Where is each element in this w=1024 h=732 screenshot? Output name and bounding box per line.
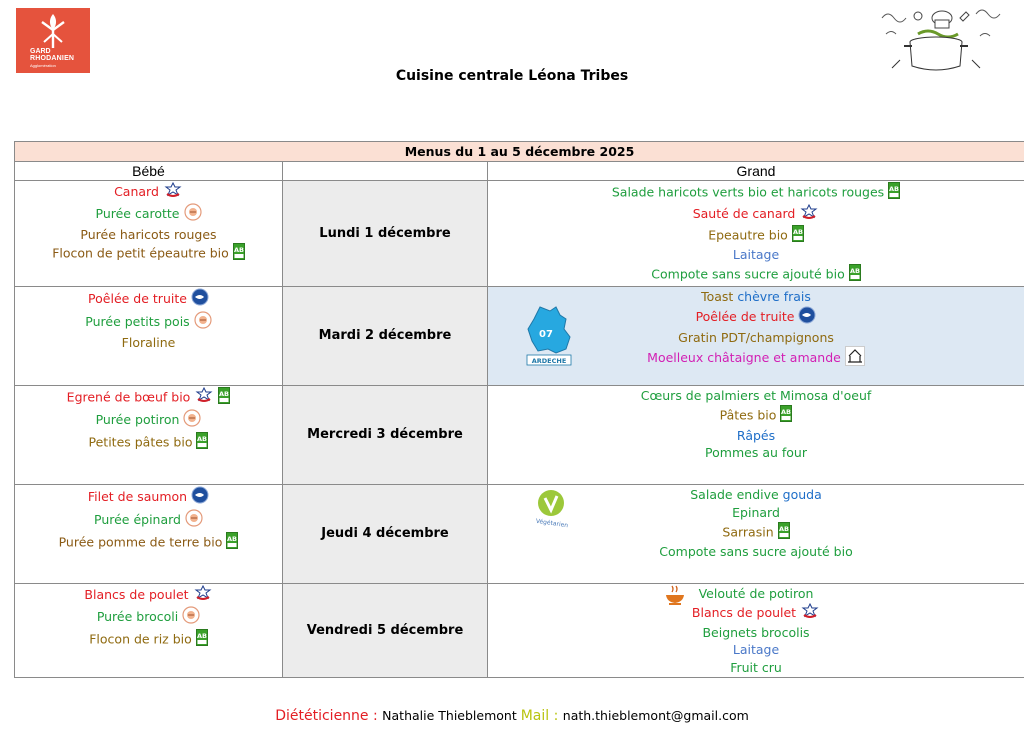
menu-period-header: Menus du 1 au 5 décembre 2025 bbox=[15, 142, 1024, 162]
dish-part: chèvre frais bbox=[737, 288, 811, 304]
baby-menu-cell bbox=[15, 385, 283, 484]
dish-label: Poêlée de truite bbox=[88, 290, 187, 306]
grand-dish bbox=[488, 427, 1024, 445]
baby-menu-cell bbox=[15, 286, 283, 385]
dish-label: Purée carotte bbox=[95, 205, 180, 221]
baby-dish bbox=[15, 509, 282, 532]
svg-text:AB: AB bbox=[849, 267, 860, 276]
grand-dish bbox=[488, 264, 1024, 286]
grand-dish bbox=[488, 182, 1024, 204]
grand-menu-cell bbox=[488, 385, 1024, 484]
dish-label: Pommes au four bbox=[705, 445, 807, 461]
baby-dish bbox=[15, 532, 282, 554]
fait-maison-icon bbox=[183, 409, 201, 432]
vegetarian-badge bbox=[536, 489, 570, 533]
baby-dish bbox=[15, 387, 282, 409]
baby-dish bbox=[15, 629, 282, 651]
dish-label: Sarrasin bbox=[722, 523, 774, 539]
dish-label: Purée épinard bbox=[94, 511, 181, 527]
grand-dish bbox=[488, 444, 1024, 462]
grand-dish bbox=[488, 405, 1024, 427]
dish-label: Pâtes bio bbox=[719, 407, 777, 423]
grand-menu-cell bbox=[488, 181, 1024, 287]
day-label: Lundi 1 décembre bbox=[283, 181, 488, 287]
baby-dish bbox=[15, 311, 282, 334]
ardeche-badge bbox=[526, 305, 574, 371]
baby-dish bbox=[15, 585, 282, 606]
dish-label: Compote sans sucre ajouté bio bbox=[659, 544, 853, 560]
column-header-day bbox=[283, 162, 488, 181]
grand-menu-cell bbox=[488, 583, 1024, 677]
baby-dish bbox=[15, 486, 282, 509]
label-rouge-icon bbox=[163, 182, 183, 203]
ardeche-name: ARDECHE bbox=[531, 356, 567, 365]
grand-dish bbox=[488, 659, 1024, 677]
ab-bio-icon bbox=[196, 432, 208, 454]
dish-label: Gratin PDT/champignons bbox=[678, 329, 834, 345]
dish-part: Salade endive bbox=[690, 486, 783, 502]
day-label: Mercredi 3 décembre bbox=[283, 385, 488, 484]
svg-text:AB: AB bbox=[889, 185, 900, 193]
baby-menu-cell bbox=[15, 583, 283, 677]
baby-dish bbox=[15, 409, 282, 432]
day-row bbox=[15, 484, 1024, 583]
dish-label: Velouté de potiron bbox=[698, 585, 814, 601]
dish-label: Petites pâtes bio bbox=[88, 433, 193, 449]
logo-line3: Agglomération bbox=[30, 63, 56, 68]
ab-bio-icon bbox=[218, 387, 230, 409]
grand-menu-cell bbox=[488, 286, 1024, 385]
svg-text:AB: AB bbox=[227, 534, 238, 543]
logo-line2: RHODANIEN bbox=[30, 55, 75, 62]
label-rouge-icon bbox=[799, 204, 819, 225]
peche-durable-icon bbox=[191, 288, 209, 311]
grand-dish bbox=[488, 543, 1024, 561]
ab-bio-icon bbox=[196, 629, 208, 651]
baby-menu-cell bbox=[15, 181, 283, 287]
grand-dish bbox=[488, 387, 1024, 405]
grand-menu-cell bbox=[488, 484, 1024, 583]
gard-rhodanien-logo bbox=[16, 8, 90, 73]
day-label: Mardi 2 décembre bbox=[283, 286, 488, 385]
svg-text:AB: AB bbox=[196, 631, 207, 640]
dish-label: Purée potiron bbox=[95, 411, 180, 427]
dish-label: Epeautre bio bbox=[708, 227, 788, 242]
grand-dish bbox=[488, 246, 1024, 264]
baby-dish bbox=[15, 288, 282, 311]
ab-bio-icon bbox=[233, 243, 245, 265]
dish-label: Floraline bbox=[121, 334, 176, 350]
day-label: Jeudi 4 décembre bbox=[283, 484, 488, 583]
dish-label: Fruit cru bbox=[730, 660, 782, 676]
day-row bbox=[15, 583, 1024, 677]
dish-label: Sauté de canard bbox=[692, 205, 796, 221]
dish-label: Canard bbox=[114, 183, 159, 199]
grand-dish bbox=[488, 288, 1024, 306]
ardeche-number: 07 bbox=[539, 328, 553, 340]
baby-dish bbox=[15, 226, 282, 244]
vegetarian-label: Végétarien bbox=[536, 517, 569, 529]
ab-bio-icon bbox=[792, 225, 804, 247]
mail-label: Mail : bbox=[520, 708, 563, 724]
dish-label: Purée haricots rouges bbox=[80, 226, 217, 242]
grand-dish bbox=[488, 603, 1024, 624]
document-title: Cuisine centrale Léona Tribes bbox=[395, 68, 629, 84]
column-header-baby: Bébé bbox=[15, 162, 283, 181]
dish-label: Purée petits pois bbox=[85, 313, 190, 329]
dish-label: Flocon de petit épeautre bio bbox=[52, 245, 229, 261]
fait-maison-icon bbox=[185, 509, 203, 532]
ab-bio-icon bbox=[780, 405, 792, 427]
column-header-grand: Grand bbox=[488, 162, 1024, 181]
dish-label: Epinard bbox=[732, 504, 780, 520]
label-rouge-icon bbox=[800, 603, 820, 624]
dish-label: Egrené de bœuf bio bbox=[66, 389, 191, 405]
dish-label: Râpés bbox=[736, 427, 776, 443]
baby-dish bbox=[15, 203, 282, 226]
ab-bio-icon bbox=[778, 522, 790, 544]
dish-label: Flocon de riz bio bbox=[89, 630, 192, 646]
fait-maison-icon bbox=[194, 311, 212, 334]
dish-label: Beignets brocolis bbox=[702, 624, 810, 640]
grand-dish bbox=[488, 624, 1024, 642]
dish-label: Cœurs de palmiers et Mimosa d'oeuf bbox=[640, 387, 872, 403]
label-rouge-icon bbox=[194, 387, 214, 408]
dish-label: Blancs de poulet bbox=[691, 604, 797, 620]
grand-dish bbox=[488, 225, 1024, 247]
baby-dish bbox=[15, 606, 282, 629]
dietitian-label: Diététicienne : bbox=[275, 708, 383, 724]
dish-label: Filet de saumon bbox=[87, 488, 188, 504]
logo-line1: GARD bbox=[30, 48, 51, 55]
ab-bio-icon bbox=[226, 532, 238, 554]
grand-dish bbox=[488, 641, 1024, 659]
dietitian-email[interactable]: nath.thieblemont@gmail.com bbox=[562, 708, 749, 723]
dish-label: Moelleux châtaigne et amande bbox=[647, 350, 841, 366]
svg-text:AB: AB bbox=[233, 246, 244, 255]
baby-dish bbox=[15, 182, 282, 203]
svg-text:AB: AB bbox=[197, 434, 208, 443]
dish-part: Toast bbox=[701, 288, 738, 304]
dish-part: gouda bbox=[782, 486, 822, 502]
svg-text:AB: AB bbox=[792, 227, 803, 236]
dish-label: Purée pomme de terre bio bbox=[58, 533, 223, 549]
dietitian-name: Nathalie Thieblemont bbox=[382, 708, 521, 723]
grand-dish bbox=[488, 585, 1024, 603]
dish-label: Compote sans sucre ajouté bio bbox=[651, 266, 845, 282]
dish-label: Laitage bbox=[732, 642, 780, 658]
footer-contact bbox=[0, 708, 1024, 724]
soup-bowl-icon bbox=[664, 584, 686, 610]
dish-label: Poêlée de truite bbox=[695, 308, 795, 324]
ab-bio-icon bbox=[849, 264, 861, 286]
day-row bbox=[15, 286, 1024, 385]
cooking-pot-illustration bbox=[876, 4, 1006, 76]
baby-dish bbox=[15, 243, 282, 265]
baby-dish bbox=[15, 432, 282, 454]
dish-label: Blancs de poulet bbox=[84, 586, 189, 602]
peche-durable-icon bbox=[798, 306, 816, 329]
day-row bbox=[15, 181, 1024, 287]
baby-dish bbox=[15, 334, 282, 352]
fait-maison-icon bbox=[184, 203, 202, 226]
grand-dish bbox=[488, 204, 1024, 225]
svg-text:AB: AB bbox=[778, 524, 789, 533]
fait-maison-house-icon bbox=[845, 346, 865, 371]
menu-table bbox=[14, 141, 1024, 678]
fait-maison-icon bbox=[182, 606, 200, 629]
label-rouge-icon bbox=[193, 585, 213, 606]
dish-label: Laitage bbox=[732, 247, 780, 263]
svg-text:AB: AB bbox=[219, 389, 230, 398]
baby-menu-cell bbox=[15, 484, 283, 583]
ab-bio-icon bbox=[888, 182, 900, 204]
dish-label: Salade haricots verts bio et haricots rouges bbox=[611, 184, 885, 200]
svg-text:AB: AB bbox=[781, 407, 792, 416]
peche-durable-icon bbox=[191, 486, 209, 509]
day-label: Vendredi 5 décembre bbox=[283, 583, 488, 677]
dish-label: Purée brocoli bbox=[96, 608, 179, 624]
day-row bbox=[15, 385, 1024, 484]
logo-figure-icon bbox=[38, 12, 68, 50]
